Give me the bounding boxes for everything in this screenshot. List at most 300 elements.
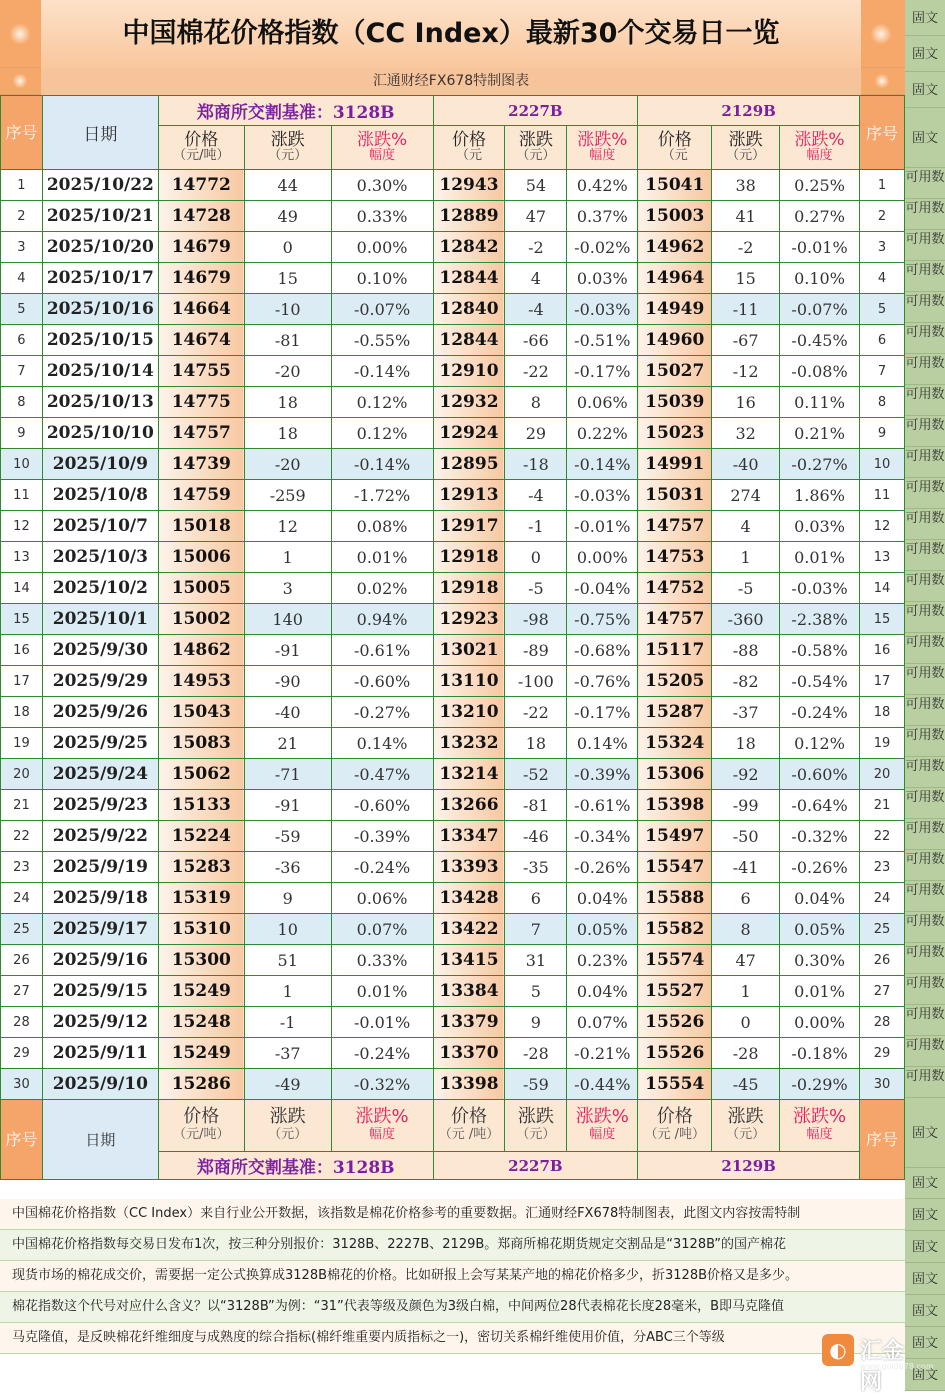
table-row — [1, 666, 905, 697]
cell-change: 1 — [244, 976, 331, 1007]
cell-date: 2025/9/24 — [42, 759, 158, 790]
notes-section — [0, 1199, 905, 1354]
cell-price: 14962 — [638, 232, 712, 263]
cell-change: 18 — [244, 418, 331, 449]
cell-price: 15497 — [638, 821, 712, 852]
cell-price: 15039 — [638, 387, 712, 418]
table-row — [1, 1007, 905, 1038]
cell-seq: 9 — [1, 418, 43, 449]
cell-change: 54 — [505, 170, 567, 201]
header-change: 涨跌 （元） — [712, 126, 780, 170]
cell-price: 12923 — [433, 604, 505, 635]
cell-date: 2025/9/16 — [42, 945, 158, 976]
header-price: 价格 （元 — [433, 126, 505, 170]
cell-pct: -0.24% — [331, 852, 433, 883]
cell-change: 10 — [244, 914, 331, 945]
cell-change: -71 — [244, 759, 331, 790]
cell-seq: 7 — [1, 356, 43, 387]
cell-change: 9 — [244, 883, 331, 914]
cell-date: 2025/10/2 — [42, 573, 158, 604]
cell-pct: 0.01% — [780, 976, 860, 1007]
cell-change: -59 — [244, 821, 331, 852]
cell-seq: 26 — [1, 945, 43, 976]
cell-price: 15224 — [158, 821, 244, 852]
cell-date: 2025/10/7 — [42, 511, 158, 542]
cell-price: 14949 — [638, 294, 712, 325]
cell-price: 12917 — [433, 511, 505, 542]
cell-change: 4 — [505, 263, 567, 294]
cell-change: 29 — [505, 418, 567, 449]
cell-price: 14964 — [638, 263, 712, 294]
cell-change: 47 — [505, 201, 567, 232]
cell-seq: 24 — [859, 883, 904, 914]
cell-pct: 0.01% — [780, 542, 860, 573]
cell-price: 12913 — [433, 480, 505, 511]
cell-price: 13398 — [433, 1069, 505, 1100]
cell-price: 13266 — [433, 790, 505, 821]
table-row — [1, 263, 905, 294]
cell-change: -37 — [244, 1038, 331, 1069]
cell-pct: 0.12% — [331, 418, 433, 449]
cell-seq: 12 — [859, 511, 904, 542]
cell-date: 2025/9/15 — [42, 976, 158, 1007]
side-label: 固文 — [905, 1098, 945, 1168]
cell-seq: 25 — [859, 914, 904, 945]
cell-seq: 24 — [1, 883, 43, 914]
table-row — [1, 542, 905, 573]
cell-change: 44 — [244, 170, 331, 201]
cell-pct: 0.10% — [780, 263, 860, 294]
cell-seq: 28 — [1, 1007, 43, 1038]
cell-price: 15283 — [158, 852, 244, 883]
cell-pct: 0.27% — [780, 201, 860, 232]
cell-price: 15117 — [638, 635, 712, 666]
note-line: 棉花指数这个代号对应什么含义？以“3128B”为例：“31”代表等级及颜色为3级白棉，中间两位28代表棉花长度28毫米，B即马克隆值 — [0, 1292, 905, 1323]
table-row — [1, 635, 905, 666]
cell-price: 13422 — [433, 914, 505, 945]
cell-date: 2025/10/13 — [42, 387, 158, 418]
cell-price: 15527 — [638, 976, 712, 1007]
cell-seq: 27 — [1, 976, 43, 1007]
cell-pct: -0.39% — [331, 821, 433, 852]
cell-seq: 1 — [859, 170, 904, 201]
cell-change: 6 — [712, 883, 780, 914]
cell-seq: 10 — [1, 449, 43, 480]
table-row — [1, 1069, 905, 1100]
cell-price: 15286 — [158, 1069, 244, 1100]
cell-price: 14679 — [158, 232, 244, 263]
footer-price: 价格 （元 /吨） — [433, 1100, 505, 1152]
cell-change: -20 — [244, 356, 331, 387]
cell-pct: 0.10% — [331, 263, 433, 294]
cell-change: 1 — [244, 542, 331, 573]
cell-price: 15249 — [158, 976, 244, 1007]
cell-pct: 0.04% — [567, 976, 638, 1007]
side-label: 可用数 — [905, 1036, 945, 1067]
cell-change: -4 — [505, 294, 567, 325]
cell-change: -360 — [712, 604, 780, 635]
cell-pct: 1.86% — [780, 480, 860, 511]
cell-pct: -0.45% — [780, 325, 860, 356]
side-label: 可用数 — [905, 633, 945, 664]
cell-date: 2025/9/29 — [42, 666, 158, 697]
cell-pct: -0.61% — [331, 635, 433, 666]
cell-price: 12918 — [433, 573, 505, 604]
cell-change: -22 — [505, 356, 567, 387]
cell-date: 2025/10/22 — [42, 170, 158, 201]
cell-seq: 5 — [1, 294, 43, 325]
table-row — [1, 170, 905, 201]
cell-change: 1 — [712, 976, 780, 1007]
cell-price: 14679 — [158, 263, 244, 294]
table-row — [1, 945, 905, 976]
cell-price: 15306 — [638, 759, 712, 790]
cell-price: 15588 — [638, 883, 712, 914]
cell-change: -59 — [505, 1069, 567, 1100]
cell-pct: 0.00% — [780, 1007, 860, 1038]
cell-seq: 10 — [859, 449, 904, 480]
side-label: 固文 — [905, 1199, 945, 1231]
cell-date: 2025/9/12 — [42, 1007, 158, 1038]
cell-price: 15041 — [638, 170, 712, 201]
table-row — [1, 387, 905, 418]
cell-change: 51 — [244, 945, 331, 976]
side-label: 固文 — [905, 1263, 945, 1295]
side-label: 可用数 — [905, 416, 945, 447]
side-label: 可用数 — [905, 881, 945, 912]
cell-date: 2025/10/15 — [42, 325, 158, 356]
cell-seq: 26 — [859, 945, 904, 976]
cell-seq: 1 — [1, 170, 43, 201]
corner-decoration — [861, 0, 905, 68]
cell-price: 13384 — [433, 976, 505, 1007]
cell-change: 18 — [712, 728, 780, 759]
footer-group-2129b: 2129B — [638, 1152, 860, 1180]
cell-date: 2025/10/3 — [42, 542, 158, 573]
cell-date: 2025/10/16 — [42, 294, 158, 325]
cell-date: 2025/10/9 — [42, 449, 158, 480]
side-label: 可用数 — [905, 540, 945, 571]
cell-pct: -0.24% — [780, 697, 860, 728]
cell-date: 2025/9/26 — [42, 697, 158, 728]
cell-pct: 0.02% — [331, 573, 433, 604]
cell-price: 12943 — [433, 170, 505, 201]
side-label: 可用数 — [905, 509, 945, 540]
cell-pct: 0.22% — [567, 418, 638, 449]
cell-date: 2025/10/10 — [42, 418, 158, 449]
cell-pct: -0.14% — [567, 449, 638, 480]
cell-change: -28 — [505, 1038, 567, 1069]
cell-change: -41 — [712, 852, 780, 883]
header-group-2129b: 2129B — [638, 96, 860, 126]
footer-pct: 涨跌% 幅度 — [331, 1100, 433, 1152]
cell-price: 15526 — [638, 1007, 712, 1038]
cell-change: -11 — [712, 294, 780, 325]
cell-change: 21 — [244, 728, 331, 759]
cell-pct: -0.18% — [780, 1038, 860, 1069]
cell-pct: -0.44% — [567, 1069, 638, 1100]
cell-pct: -0.34% — [567, 821, 638, 852]
cell-price: 15005 — [158, 573, 244, 604]
cell-change: 18 — [244, 387, 331, 418]
cell-change: -91 — [244, 635, 331, 666]
table-row — [1, 728, 905, 759]
page-subtitle: 汇通财经FX678特制图表 — [41, 68, 861, 95]
cell-pct: -0.21% — [567, 1038, 638, 1069]
cell-pct: 0.33% — [331, 201, 433, 232]
cell-price: 14991 — [638, 449, 712, 480]
cell-price: 15003 — [638, 201, 712, 232]
cell-seq: 2 — [1, 201, 43, 232]
side-label: 可用数 — [905, 478, 945, 509]
cell-change: -46 — [505, 821, 567, 852]
cell-price: 14674 — [158, 325, 244, 356]
cell-price: 12844 — [433, 325, 505, 356]
cell-price: 15083 — [158, 728, 244, 759]
cell-seq: 5 — [859, 294, 904, 325]
side-label: 可用数 — [905, 323, 945, 354]
cell-pct: -0.17% — [567, 356, 638, 387]
cell-change: -88 — [712, 635, 780, 666]
cell-price: 12924 — [433, 418, 505, 449]
cell-price: 12889 — [433, 201, 505, 232]
corner-decoration — [861, 68, 905, 95]
footer-change: 涨跌 （元） — [505, 1100, 567, 1152]
cell-date: 2025/9/19 — [42, 852, 158, 883]
cell-pct: 0.00% — [331, 232, 433, 263]
cell-price: 15133 — [158, 790, 244, 821]
cell-pct: 0.07% — [331, 914, 433, 945]
cell-pct: -0.47% — [331, 759, 433, 790]
cell-change: -20 — [244, 449, 331, 480]
cell-change: -52 — [505, 759, 567, 790]
cell-price: 15319 — [158, 883, 244, 914]
cell-change: 8 — [505, 387, 567, 418]
cell-price: 15031 — [638, 480, 712, 511]
cell-seq: 4 — [1, 263, 43, 294]
header-change: 涨跌 （元） — [244, 126, 331, 170]
side-label: 可用数 — [905, 292, 945, 323]
cell-date: 2025/9/17 — [42, 914, 158, 945]
cell-seq: 17 — [1, 666, 43, 697]
cell-price: 15287 — [638, 697, 712, 728]
cell-pct: -0.60% — [331, 790, 433, 821]
cell-pct: 0.12% — [331, 387, 433, 418]
cell-change: -66 — [505, 325, 567, 356]
footer-group-2227b: 2227B — [433, 1152, 638, 1180]
cell-change: -82 — [712, 666, 780, 697]
cell-pct: -0.03% — [567, 294, 638, 325]
cell-price: 13415 — [433, 945, 505, 976]
side-label: 可用数 — [905, 261, 945, 292]
cell-price: 14862 — [158, 635, 244, 666]
cell-pct: -0.60% — [780, 759, 860, 790]
header-pct: 涨跌% 幅度 — [567, 126, 638, 170]
cell-seq: 29 — [1, 1038, 43, 1069]
cell-seq: 29 — [859, 1038, 904, 1069]
side-label: 可用数 — [905, 726, 945, 757]
cell-seq: 28 — [859, 1007, 904, 1038]
cell-pct: 0.08% — [331, 511, 433, 542]
cell-change: 15 — [712, 263, 780, 294]
table-row — [1, 232, 905, 263]
cell-seq: 11 — [859, 480, 904, 511]
footer-seq-right: 序号 — [859, 1100, 904, 1180]
cell-pct: -0.55% — [331, 325, 433, 356]
cell-change: -90 — [244, 666, 331, 697]
cell-price: 13370 — [433, 1038, 505, 1069]
cell-seq: 4 — [859, 263, 904, 294]
side-label: 可用数 — [905, 695, 945, 726]
cell-pct: -0.32% — [780, 821, 860, 852]
header-date: 日期 — [42, 96, 158, 170]
header-group-3128b: 郑商所交割基准：3128B — [158, 96, 433, 126]
cell-seq: 21 — [859, 790, 904, 821]
cell-seq: 16 — [1, 635, 43, 666]
table-body — [1, 170, 905, 1100]
cell-price: 14755 — [158, 356, 244, 387]
cell-change: -98 — [505, 604, 567, 635]
cell-change: -10 — [244, 294, 331, 325]
cell-date: 2025/9/25 — [42, 728, 158, 759]
side-label: 固文 — [905, 108, 945, 168]
cell-date: 2025/10/17 — [42, 263, 158, 294]
cell-seq: 14 — [1, 573, 43, 604]
cell-price: 12844 — [433, 263, 505, 294]
footer-pct: 涨跌% 幅度 — [780, 1100, 860, 1152]
cell-change: 9 — [505, 1007, 567, 1038]
footer-seq: 序号 — [1, 1100, 43, 1180]
cell-pct: -0.01% — [780, 232, 860, 263]
cell-date: 2025/9/30 — [42, 635, 158, 666]
cell-change: -1 — [505, 511, 567, 542]
cell-change: -4 — [505, 480, 567, 511]
side-label: 可用数 — [905, 354, 945, 385]
cell-date: 2025/10/14 — [42, 356, 158, 387]
cell-price: 14953 — [158, 666, 244, 697]
cell-seq: 19 — [1, 728, 43, 759]
cell-price: 12895 — [433, 449, 505, 480]
cell-pct: -0.03% — [780, 573, 860, 604]
cell-pct: -0.27% — [780, 449, 860, 480]
cell-pct: -0.58% — [780, 635, 860, 666]
side-label: 可用数 — [905, 571, 945, 602]
cell-change: 31 — [505, 945, 567, 976]
cell-price: 15310 — [158, 914, 244, 945]
cell-pct: 0.14% — [567, 728, 638, 759]
cell-change: -2 — [505, 232, 567, 263]
footer-price: 价格 （元/吨） — [158, 1100, 244, 1152]
header-price: 价格 （元 — [638, 126, 712, 170]
corner-decoration — [0, 0, 41, 68]
watermark-url: www.gold678.com — [860, 1362, 934, 1371]
side-label: 固文 — [905, 0, 945, 36]
cell-pct: -0.26% — [567, 852, 638, 883]
page-title: 中国棉花价格指数（CC Index）最新30个交易日一览 — [41, 0, 861, 69]
side-label: 固文 — [905, 1327, 945, 1359]
table-row — [1, 294, 905, 325]
cell-price: 15006 — [158, 542, 244, 573]
cell-seq: 18 — [859, 697, 904, 728]
cell-seq: 7 — [859, 356, 904, 387]
side-label: 固文 — [905, 1168, 945, 1199]
cell-pct: -0.51% — [567, 325, 638, 356]
cell-pct: 0.05% — [567, 914, 638, 945]
cell-seq: 15 — [859, 604, 904, 635]
header-pct: 涨跌% 幅度 — [780, 126, 860, 170]
cell-price: 13428 — [433, 883, 505, 914]
cell-change: 49 — [244, 201, 331, 232]
cell-price: 14772 — [158, 170, 244, 201]
side-label: 固文 — [905, 1231, 945, 1263]
cell-change: -36 — [244, 852, 331, 883]
cell-price: 15043 — [158, 697, 244, 728]
cell-price: 14753 — [638, 542, 712, 573]
cell-pct: -0.64% — [780, 790, 860, 821]
side-label: 可用数 — [905, 788, 945, 819]
cell-pct: -0.14% — [331, 449, 433, 480]
cell-price: 14664 — [158, 294, 244, 325]
cell-price: 15248 — [158, 1007, 244, 1038]
cell-pct: 0.94% — [331, 604, 433, 635]
cell-change: -67 — [712, 325, 780, 356]
side-label: 可用数 — [905, 664, 945, 695]
corner-decoration — [0, 68, 41, 95]
cell-price: 14757 — [638, 604, 712, 635]
cell-date: 2025/9/22 — [42, 821, 158, 852]
cell-seq: 23 — [859, 852, 904, 883]
cell-change: -100 — [505, 666, 567, 697]
cell-seq: 9 — [859, 418, 904, 449]
cell-seq: 8 — [859, 387, 904, 418]
cell-change: 5 — [505, 976, 567, 1007]
table-row — [1, 573, 905, 604]
cotton-index-table — [0, 95, 905, 1180]
watermark-logo-icon: ◐ — [822, 1334, 854, 1366]
cell-pct: -0.29% — [780, 1069, 860, 1100]
cell-price: 15324 — [638, 728, 712, 759]
table-row — [1, 356, 905, 387]
cell-price: 14757 — [158, 418, 244, 449]
cell-pct: 0.06% — [331, 883, 433, 914]
side-label: 可用数 — [905, 168, 945, 199]
cell-pct: -0.27% — [331, 697, 433, 728]
cell-pct: -0.39% — [567, 759, 638, 790]
table-row — [1, 852, 905, 883]
cell-price: 15526 — [638, 1038, 712, 1069]
watermark-name: 汇金网 — [860, 1339, 905, 1395]
cell-change: -37 — [712, 697, 780, 728]
cell-change: 140 — [244, 604, 331, 635]
cell-price: 15023 — [638, 418, 712, 449]
cell-change: -1 — [244, 1007, 331, 1038]
cell-price: 13021 — [433, 635, 505, 666]
table-row — [1, 759, 905, 790]
header-group-2227b: 2227B — [433, 96, 638, 126]
cell-change: -81 — [505, 790, 567, 821]
cell-price: 14775 — [158, 387, 244, 418]
cell-pct: -0.07% — [331, 294, 433, 325]
cell-date: 2025/10/8 — [42, 480, 158, 511]
cell-change: 3 — [244, 573, 331, 604]
side-label-column — [905, 0, 945, 1391]
cell-pct: -0.03% — [567, 480, 638, 511]
cell-seq: 2 — [859, 201, 904, 232]
side-label: 可用数 — [905, 199, 945, 230]
cell-seq: 15 — [1, 604, 43, 635]
footer-change: 涨跌 （元） — [712, 1100, 780, 1152]
cell-pct: 0.14% — [331, 728, 433, 759]
